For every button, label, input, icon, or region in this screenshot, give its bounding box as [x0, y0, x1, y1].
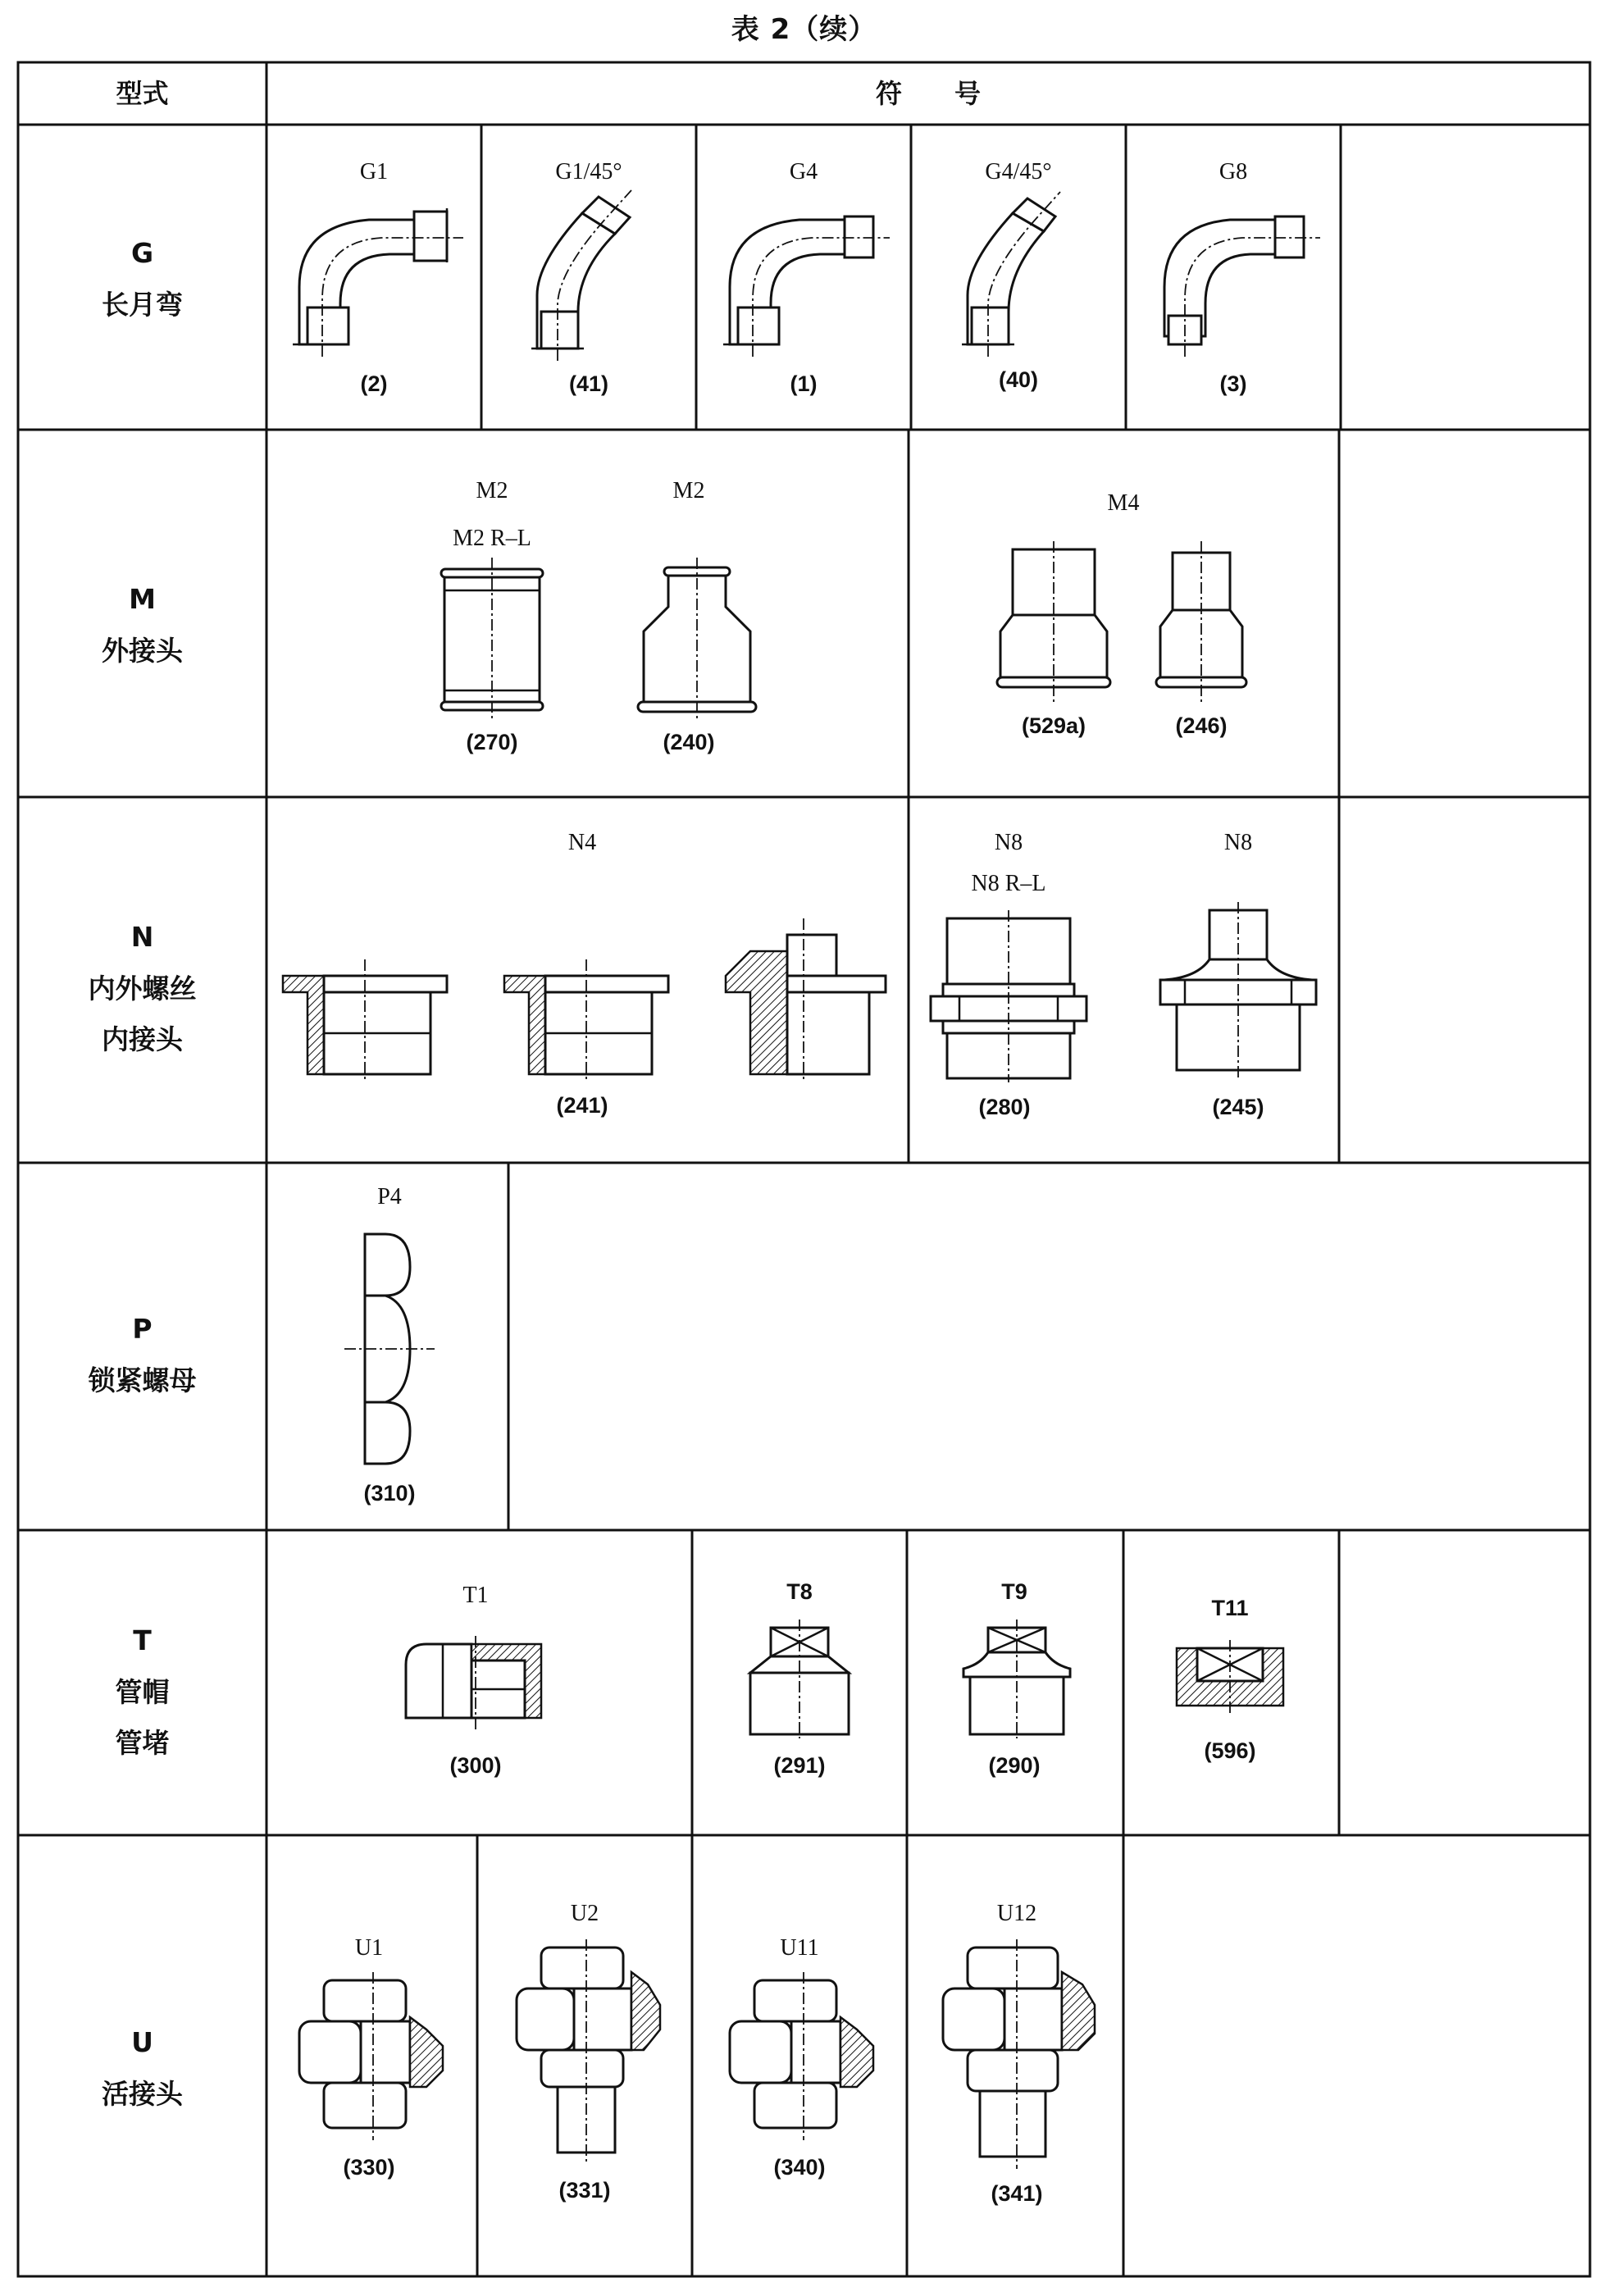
symbol-label: N8 [1223, 830, 1253, 855]
symbol-code: (340) [773, 2155, 826, 2180]
type-M [18, 574, 266, 676]
symbol-code: (310) [363, 1481, 416, 1506]
symbol-code: (529a) [1021, 713, 1086, 738]
hex-reducing-nipple-symbol [1148, 902, 1328, 1082]
long-elbow-45-symbol [525, 197, 664, 369]
symbol-code: (3) [1219, 371, 1247, 396]
type-name-line-1: 管帽 [115, 1675, 170, 1708]
symbol-label: G4/45° [985, 159, 1052, 184]
union-symbol [722, 1972, 886, 2144]
type-code: U [131, 2026, 153, 2058]
hex-bushing-symbol [275, 951, 455, 1082]
type-code: T [133, 1624, 152, 1656]
symbol-label: U1 [354, 1935, 384, 1961]
type-name: 锁紧螺母 [88, 1364, 197, 1396]
type-name-line-2: 管堵 [115, 1727, 170, 1760]
type-code: M [129, 583, 156, 615]
symbol-code: (41) [568, 371, 608, 396]
countersunk-plug-symbol [1173, 1640, 1287, 1714]
symbol-label: M2 [672, 478, 705, 503]
symbol-label: T9 [1001, 1579, 1027, 1604]
symbol-label: G4 [789, 159, 818, 184]
lock-nut-symbol [340, 1226, 439, 1472]
type-name-line-1: 内外螺丝 [88, 972, 197, 1004]
symbol-code: (240) [663, 730, 715, 754]
type-N [18, 912, 266, 1066]
symbol-code: (330) [343, 2155, 395, 2180]
symbol-code: (1) [790, 371, 818, 396]
type-name-line-2: 内接头 [102, 1023, 183, 1056]
long-elbow-45-symbol [955, 197, 1095, 369]
symbol-label: G1/45° [555, 159, 622, 184]
symbol-code: (245) [1212, 1095, 1264, 1119]
symbol-code: (40) [998, 367, 1038, 392]
hex-bushing-symbol [496, 951, 676, 1082]
symbol-code: (291) [773, 1753, 826, 1778]
symbol-label: T1 [462, 1583, 489, 1608]
street-elbow-symbol [1152, 197, 1324, 369]
header-type: 型式 [116, 78, 169, 109]
socket-coupling-symbol [435, 558, 549, 722]
symbol-code: (290) [988, 1753, 1041, 1778]
union-symbol [935, 1939, 1107, 2173]
union-symbol [508, 1939, 672, 2169]
symbol-sublabel: N8 R–L [971, 871, 1046, 896]
symbol-code: (280) [978, 1095, 1031, 1119]
symbol-code: (241) [556, 1093, 608, 1118]
symbol-code: (300) [449, 1753, 502, 1778]
symbol-label: T11 [1211, 1596, 1249, 1620]
type-G [18, 228, 266, 330]
reducing-bushing-symbol [717, 918, 898, 1082]
symbol-label: U11 [780, 1935, 819, 1961]
symbol-code: (331) [558, 2178, 611, 2203]
symbol-sublabel: M2 R–L [453, 526, 531, 551]
type-code: N [130, 921, 154, 953]
collar-plug-symbol [955, 1620, 1078, 1742]
type-code: P [132, 1313, 153, 1345]
header-symbol: 符 号 [875, 78, 981, 109]
symbol-code: (341) [991, 2181, 1043, 2206]
symbol-label: P4 [377, 1184, 402, 1210]
type-code: G [130, 237, 154, 269]
symbol-label: T8 [786, 1579, 813, 1604]
symbol-label: M2 [476, 478, 508, 503]
symbol-label: G1 [359, 159, 389, 184]
symbol-label: G8 [1219, 159, 1248, 184]
cap-symbol [398, 1636, 553, 1734]
type-U [18, 2017, 266, 2120]
long-elbow-90-symbol [722, 197, 894, 369]
symbol-code: (2) [360, 371, 388, 396]
reducing-nipple-socket-symbol [1148, 541, 1255, 713]
reducing-socket-symbol [631, 558, 763, 722]
symbol-label: U2 [570, 1901, 599, 1926]
reducing-nipple-socket-symbol [992, 541, 1115, 713]
type-name: 外接头 [102, 634, 183, 667]
table-caption: 表 2（续） [731, 13, 877, 46]
symbol-code: (596) [1204, 1738, 1256, 1763]
symbol-label: U12 [996, 1901, 1037, 1926]
union-symbol [291, 1972, 455, 2144]
symbol-code: (246) [1175, 713, 1228, 738]
type-name: 长月弯 [102, 288, 183, 321]
symbol-label: N4 [567, 830, 597, 855]
type-name: 活接头 [102, 2077, 183, 2110]
symbol-label: M4 [1107, 490, 1140, 516]
hex-nipple-symbol [922, 910, 1095, 1082]
symbol-code: (270) [466, 730, 518, 754]
plug-symbol [738, 1620, 861, 1742]
type-T [18, 1615, 266, 1770]
symbol-label: N8 [994, 830, 1023, 855]
type-P [18, 1304, 266, 1406]
long-elbow-90-symbol [291, 197, 463, 369]
